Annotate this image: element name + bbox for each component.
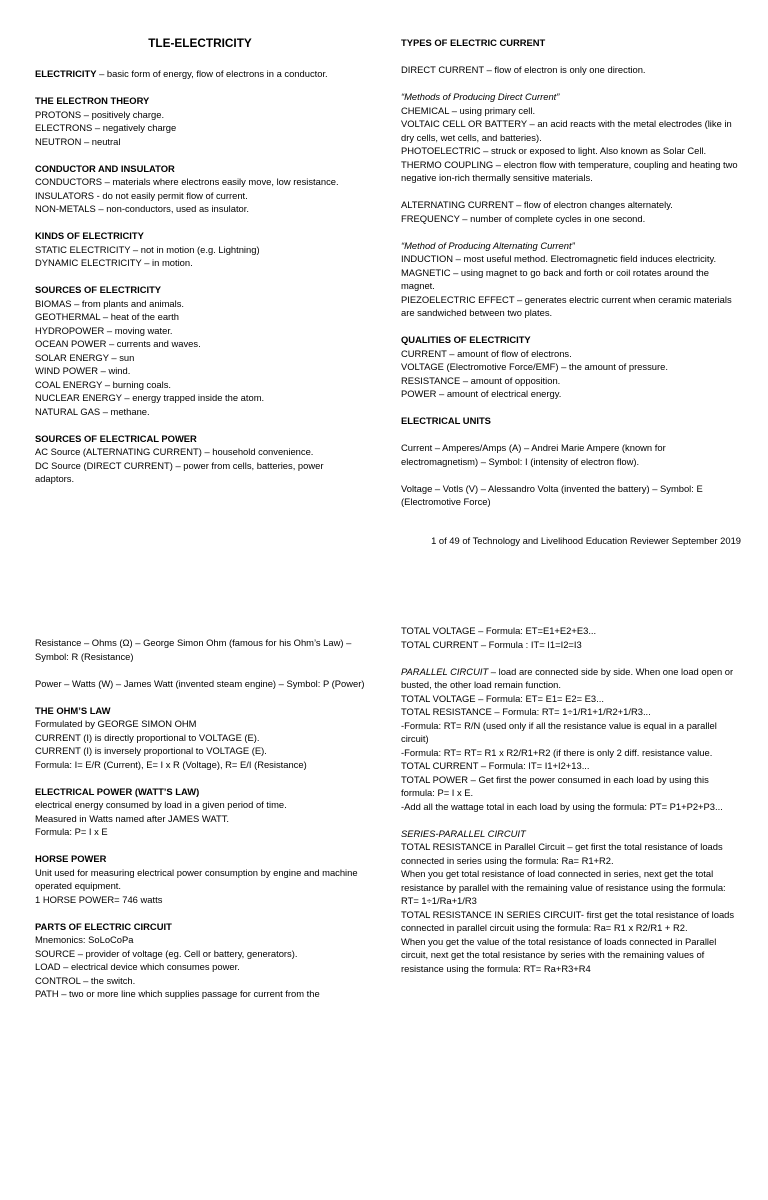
paragraph-gap bbox=[35, 839, 365, 853]
text-content: CURRENT (I) is directly proportional to VOLTAGE (E). bbox=[35, 731, 260, 743]
text-content: DIRECT CURRENT – flow of electron is only one direction. bbox=[401, 64, 646, 75]
text-line bbox=[35, 378, 365, 392]
italic-term: “Method of Producing Alternating Current” bbox=[401, 239, 575, 251]
text-line bbox=[35, 947, 365, 961]
text-line bbox=[401, 827, 741, 841]
text-content: Resistance – Ohms (Ω) – George Simon Ohm (famous for his Ohm’s Law) – Symbol: R (Resistance) bbox=[35, 637, 352, 662]
text-line bbox=[401, 212, 741, 226]
text-content: STATIC ELECTRICITY – not in motion (e.g. Lightning) bbox=[35, 243, 260, 255]
section-heading: CONDUCTOR AND INSULATOR bbox=[35, 162, 175, 174]
text-line bbox=[35, 960, 365, 974]
text-line bbox=[35, 758, 365, 772]
text-content: PIEZOELECTRIC EFFECT – generates electric current when ceramic materials are sandwiched between two plates. bbox=[401, 293, 732, 318]
paragraph-gap bbox=[401, 651, 741, 665]
section-heading: KINDS OF ELECTRICITY bbox=[35, 230, 144, 241]
text-content: SOLAR ENERGY – sun bbox=[35, 351, 135, 363]
page-1-left-column bbox=[35, 36, 365, 486]
text-content: electrical energy consumed by load in a given period of time. bbox=[35, 799, 287, 810]
paragraph-gap bbox=[401, 185, 741, 199]
text-line bbox=[401, 90, 741, 104]
text-content: CHEMICAL – using primary cell. bbox=[401, 104, 536, 116]
paragraph-gap bbox=[35, 906, 365, 920]
text-content: FREQUENCY – number of complete cycles in one second. bbox=[401, 212, 646, 224]
text-content: Voltage – Votls (V) – Alessandro Volta (invented the battery) – Symbol: E (Electromotive Force) bbox=[401, 482, 703, 507]
text-content: Unit used for measuring electrical power consumption by engine and machine operated equipment. bbox=[35, 866, 358, 891]
text-line bbox=[401, 665, 741, 692]
text-line bbox=[401, 482, 741, 509]
text-content: -Add all the wattage total in each load by using the formula: PT= P1+P2+P3... bbox=[401, 800, 723, 812]
text-content: -Formula: RT= RT= R1 x R2/R1+R2 (if there is only 2 diff. resistance value. bbox=[401, 746, 713, 758]
page-1-right-column bbox=[401, 36, 741, 509]
text-content: -Formula: RT= R/N (used only if all the resistance value is equal in a parallel circuit) bbox=[401, 719, 717, 744]
text-line bbox=[401, 239, 741, 253]
text-content: Formulated by GEORGE SIMON OHM bbox=[35, 718, 197, 729]
text-line bbox=[35, 445, 365, 459]
text-line bbox=[401, 746, 741, 760]
paragraph-gap bbox=[401, 401, 741, 415]
text-line bbox=[35, 364, 365, 378]
paragraph-gap bbox=[35, 663, 365, 677]
text-line bbox=[35, 459, 365, 486]
text-line bbox=[35, 189, 365, 203]
text-content: BIOMAS – from plants and animals. bbox=[35, 297, 185, 309]
section-heading: HORSE POWER bbox=[35, 853, 107, 864]
text-content: HYDROPOWER – moving water. bbox=[35, 324, 173, 336]
text-line bbox=[35, 121, 365, 135]
text-line bbox=[401, 293, 741, 320]
text-line bbox=[35, 987, 365, 1001]
section-heading: THE OHM’S LAW bbox=[35, 704, 111, 716]
text-content: GEOTHERMAL – heat of the earth bbox=[35, 311, 179, 322]
text-content: NEUTRON – neutral bbox=[35, 135, 121, 147]
text-content: TOTAL CURRENT – Formula: IT= I1+I2+13... bbox=[401, 760, 590, 771]
text-line bbox=[401, 441, 741, 468]
text-line bbox=[401, 773, 741, 800]
text-content: SOURCE – provider of voltage (eg. Cell or battery, generators). bbox=[35, 947, 298, 959]
text-line bbox=[401, 117, 741, 144]
text-content: – load are connected side by side. When one load open or busted, the other load remain function. bbox=[401, 665, 734, 690]
text-content: ALTERNATING CURRENT – flow of electron changes alternately. bbox=[401, 199, 673, 210]
paragraph-gap bbox=[35, 148, 365, 162]
text-content: TOTAL RESISTANCE in Parallel Circuit – get first the total resistance of loads connected in series using the formula: Ra= R1+R2. bbox=[401, 841, 723, 866]
text-line bbox=[35, 825, 365, 839]
text-line bbox=[401, 63, 741, 77]
text-content: INSULATORS - do not easily permit flow of current. bbox=[35, 189, 248, 201]
text-line bbox=[401, 840, 741, 867]
text-line bbox=[35, 812, 365, 826]
text-content: POWER – amount of electrical energy. bbox=[401, 388, 562, 399]
section-heading: SOURCES OF ELECTRICAL POWER bbox=[35, 432, 197, 444]
text-line bbox=[401, 692, 741, 706]
paragraph-gap bbox=[35, 216, 365, 230]
text-line bbox=[401, 624, 741, 638]
text-content: ELECTRONS – negatively charge bbox=[35, 122, 177, 133]
text-content: Mnemonics: SoLoCoPa bbox=[35, 934, 134, 945]
text-line bbox=[35, 798, 365, 812]
text-line bbox=[35, 175, 365, 189]
text-line bbox=[35, 391, 365, 405]
text-line bbox=[401, 800, 741, 814]
text-content: OCEAN POWER – currents and waves. bbox=[35, 338, 201, 349]
paragraph-gap bbox=[35, 771, 365, 785]
text-content: MAGNETIC – using magnet to go back and forth or coil rotates around the magnet. bbox=[401, 266, 709, 291]
text-line bbox=[401, 347, 741, 361]
text-line bbox=[35, 310, 365, 324]
text-content: THERMO COUPLING – electron flow with temperature, coupling and heating two negative ion-rich thermally sensitive materials. bbox=[401, 158, 738, 183]
text-line bbox=[35, 744, 365, 758]
page-2-right-column bbox=[401, 624, 741, 975]
text-content: AC Source (ALTERNATING CURRENT) – household convenience. bbox=[35, 446, 314, 457]
italic-term: “Methods of Producing Direct Current” bbox=[401, 91, 560, 102]
paragraph-gap bbox=[401, 468, 741, 482]
text-content: When you get the value of the total resistance of loads connected in Parallel circuit, next get the total resistance by series with the remaining values of resistance using the formula: RT= Ra+R3+R4 bbox=[401, 935, 717, 974]
text-line bbox=[401, 759, 741, 773]
text-line bbox=[35, 731, 365, 745]
text-content: TOTAL VOLTAGE – Formula: ET= E1= E2= E3... bbox=[401, 692, 604, 704]
italic-term: SERIES-PARALLEL CIRCUIT bbox=[401, 827, 526, 839]
text-content: PHOTOELECTRIC – struck or exposed to light. Also known as Solar Cell. bbox=[401, 145, 707, 156]
text-line bbox=[401, 252, 741, 266]
text-content: When you get total resistance of load connected in series, next get the total resistance by parallel with the remaining value of resistance using the formula: RT= 1÷1/Ra+1/R3 bbox=[401, 868, 726, 906]
paragraph-gap bbox=[35, 418, 365, 432]
text-line bbox=[401, 374, 741, 388]
paragraph-gap bbox=[401, 225, 741, 239]
text-content: WIND POWER – wind. bbox=[35, 365, 131, 376]
text-content: DC Source (DIRECT CURRENT) – power from cells, batteries, power adaptors. bbox=[35, 459, 324, 484]
text-line bbox=[401, 638, 741, 652]
text-line bbox=[35, 636, 365, 663]
paragraph-gap bbox=[401, 813, 741, 827]
text-line bbox=[35, 974, 365, 988]
text-line bbox=[401, 908, 741, 935]
text-line bbox=[35, 866, 365, 893]
text-content: RESISTANCE – amount of opposition. bbox=[401, 374, 561, 386]
text-line bbox=[35, 933, 365, 947]
text-line bbox=[401, 719, 741, 746]
text-line bbox=[35, 337, 365, 351]
text-content: TOTAL RESISTANCE – Formula: RT= 1÷1/R1+1/R2+1/R3... bbox=[401, 706, 651, 717]
text-content: TOTAL VOLTAGE – Formula: ET=E1+E2+E3... bbox=[401, 625, 597, 636]
text-content: 1 HORSE POWER= 746 watts bbox=[35, 893, 163, 905]
text-line bbox=[401, 198, 741, 212]
paragraph-gap bbox=[35, 81, 365, 95]
section-heading: PARTS OF ELECTRIC CIRCUIT bbox=[35, 920, 172, 932]
bold-term: ELECTRICITY bbox=[35, 68, 97, 79]
text-line bbox=[35, 135, 365, 149]
text-line bbox=[401, 360, 741, 374]
text-line bbox=[35, 677, 365, 691]
text-content: – basic form of energy, flow of electrons in a conductor. bbox=[96, 68, 328, 79]
text-content: CONDUCTORS – materials where electrons easily move, low resistance. bbox=[35, 176, 339, 187]
text-line bbox=[401, 104, 741, 118]
text-line bbox=[401, 144, 741, 158]
section-heading: TYPES OF ELECTRIC CURRENT bbox=[401, 37, 546, 48]
text-content: PROTONS – positively charge. bbox=[35, 108, 165, 120]
text-line bbox=[401, 158, 741, 185]
text-content: CURRENT (I) is inversely proportional to VOLTAGE (E). bbox=[35, 745, 267, 756]
text-content: Formula: P= I x E bbox=[35, 826, 108, 837]
text-line bbox=[401, 266, 741, 293]
section-heading: THE ELECTRON THEORY bbox=[35, 95, 150, 106]
paragraph-gap bbox=[401, 428, 741, 442]
text-line bbox=[35, 351, 365, 365]
text-content: LOAD – electrical device which consumes power. bbox=[35, 961, 240, 972]
text-line bbox=[35, 297, 365, 311]
text-content: TOTAL RESISTANCE IN SERIES CIRCUIT- first get the total resistance of loads connected in parallel circuit using the formula: Ra= R1 x R2/R1 + R2. bbox=[401, 908, 735, 933]
text-content: CONTROL – the switch. bbox=[35, 974, 136, 986]
text-line bbox=[401, 867, 741, 908]
text-content: TOTAL CURRENT – Formula : IT= I1=I2=I3 bbox=[401, 638, 582, 650]
paragraph-gap bbox=[401, 50, 741, 64]
section-heading: SOURCES OF ELECTRICITY bbox=[35, 284, 162, 295]
text-line bbox=[35, 108, 365, 122]
text-line bbox=[35, 324, 365, 338]
text-line bbox=[35, 893, 365, 907]
text-line bbox=[401, 387, 741, 401]
text-line bbox=[35, 256, 365, 270]
page-2 bbox=[0, 600, 768, 1200]
text-content: VOLTAGE (Electromotive Force/EMF) – the amount of pressure. bbox=[401, 361, 668, 372]
text-content: CURRENT – amount of flow of electrons. bbox=[401, 347, 572, 359]
paragraph-gap bbox=[401, 77, 741, 91]
page-footer: 1 of 49 of Technology and Livelihood Education Reviewer September 2019 bbox=[431, 535, 741, 546]
document-title: TLE-ELECTRICITY bbox=[148, 36, 252, 50]
text-line bbox=[35, 243, 365, 257]
page-2-left-column bbox=[35, 636, 365, 1001]
text-line bbox=[35, 67, 365, 81]
text-line bbox=[35, 717, 365, 731]
paragraph-gap bbox=[35, 690, 365, 704]
text-content: DYNAMIC ELECTRICITY – in motion. bbox=[35, 257, 193, 268]
text-line bbox=[35, 405, 365, 419]
text-content: NUCLEAR ENERGY – energy trapped inside the atom. bbox=[35, 392, 265, 403]
text-content: Current – Amperes/Amps (A) – Andrei Marie Ampere (known for electromagnetism) – Symbol: I (intensity of electron flow). bbox=[401, 442, 666, 467]
text-line bbox=[401, 935, 741, 976]
text-content: Measured in Watts named after JAMES WATT. bbox=[35, 812, 229, 824]
section-heading: ELECTRICAL POWER (WATT’S LAW) bbox=[35, 785, 200, 797]
text-content: Power – Watts (W) – James Watt (invented steam engine) – Symbol: P (Power) bbox=[35, 677, 365, 689]
paragraph-gap bbox=[35, 270, 365, 284]
text-content: VOLTAIC CELL OR BATTERY – an acid reacts with the metal electrodes (like in dry cells, wet cells, and batteries). bbox=[401, 118, 732, 143]
italic-term: PARALLEL CIRCUIT bbox=[401, 665, 489, 677]
text-line bbox=[35, 202, 365, 216]
text-content: COAL ENERGY – burning coals. bbox=[35, 378, 172, 390]
text-line bbox=[401, 705, 741, 719]
text-content: TOTAL POWER – Get first the power consumed in each load by using this formula: P= I x E. bbox=[401, 773, 709, 798]
text-content: PATH – two or more line which supplies passage for current from the bbox=[35, 988, 320, 999]
text-content: Formula: I= E/R (Current), E= I x R (Voltage), R= E/I (Resistance) bbox=[35, 758, 307, 770]
section-heading: ELECTRICAL UNITS bbox=[401, 415, 491, 426]
text-content: NON-METALS – non-conductors, used as insulator. bbox=[35, 203, 249, 214]
section-heading: QUALITIES OF ELECTRICITY bbox=[401, 334, 531, 345]
paragraph-gap bbox=[401, 320, 741, 334]
text-content: INDUCTION – most useful method. Electromagnetic field induces electricity. bbox=[401, 253, 717, 264]
text-content: NATURAL GAS – methane. bbox=[35, 405, 150, 417]
